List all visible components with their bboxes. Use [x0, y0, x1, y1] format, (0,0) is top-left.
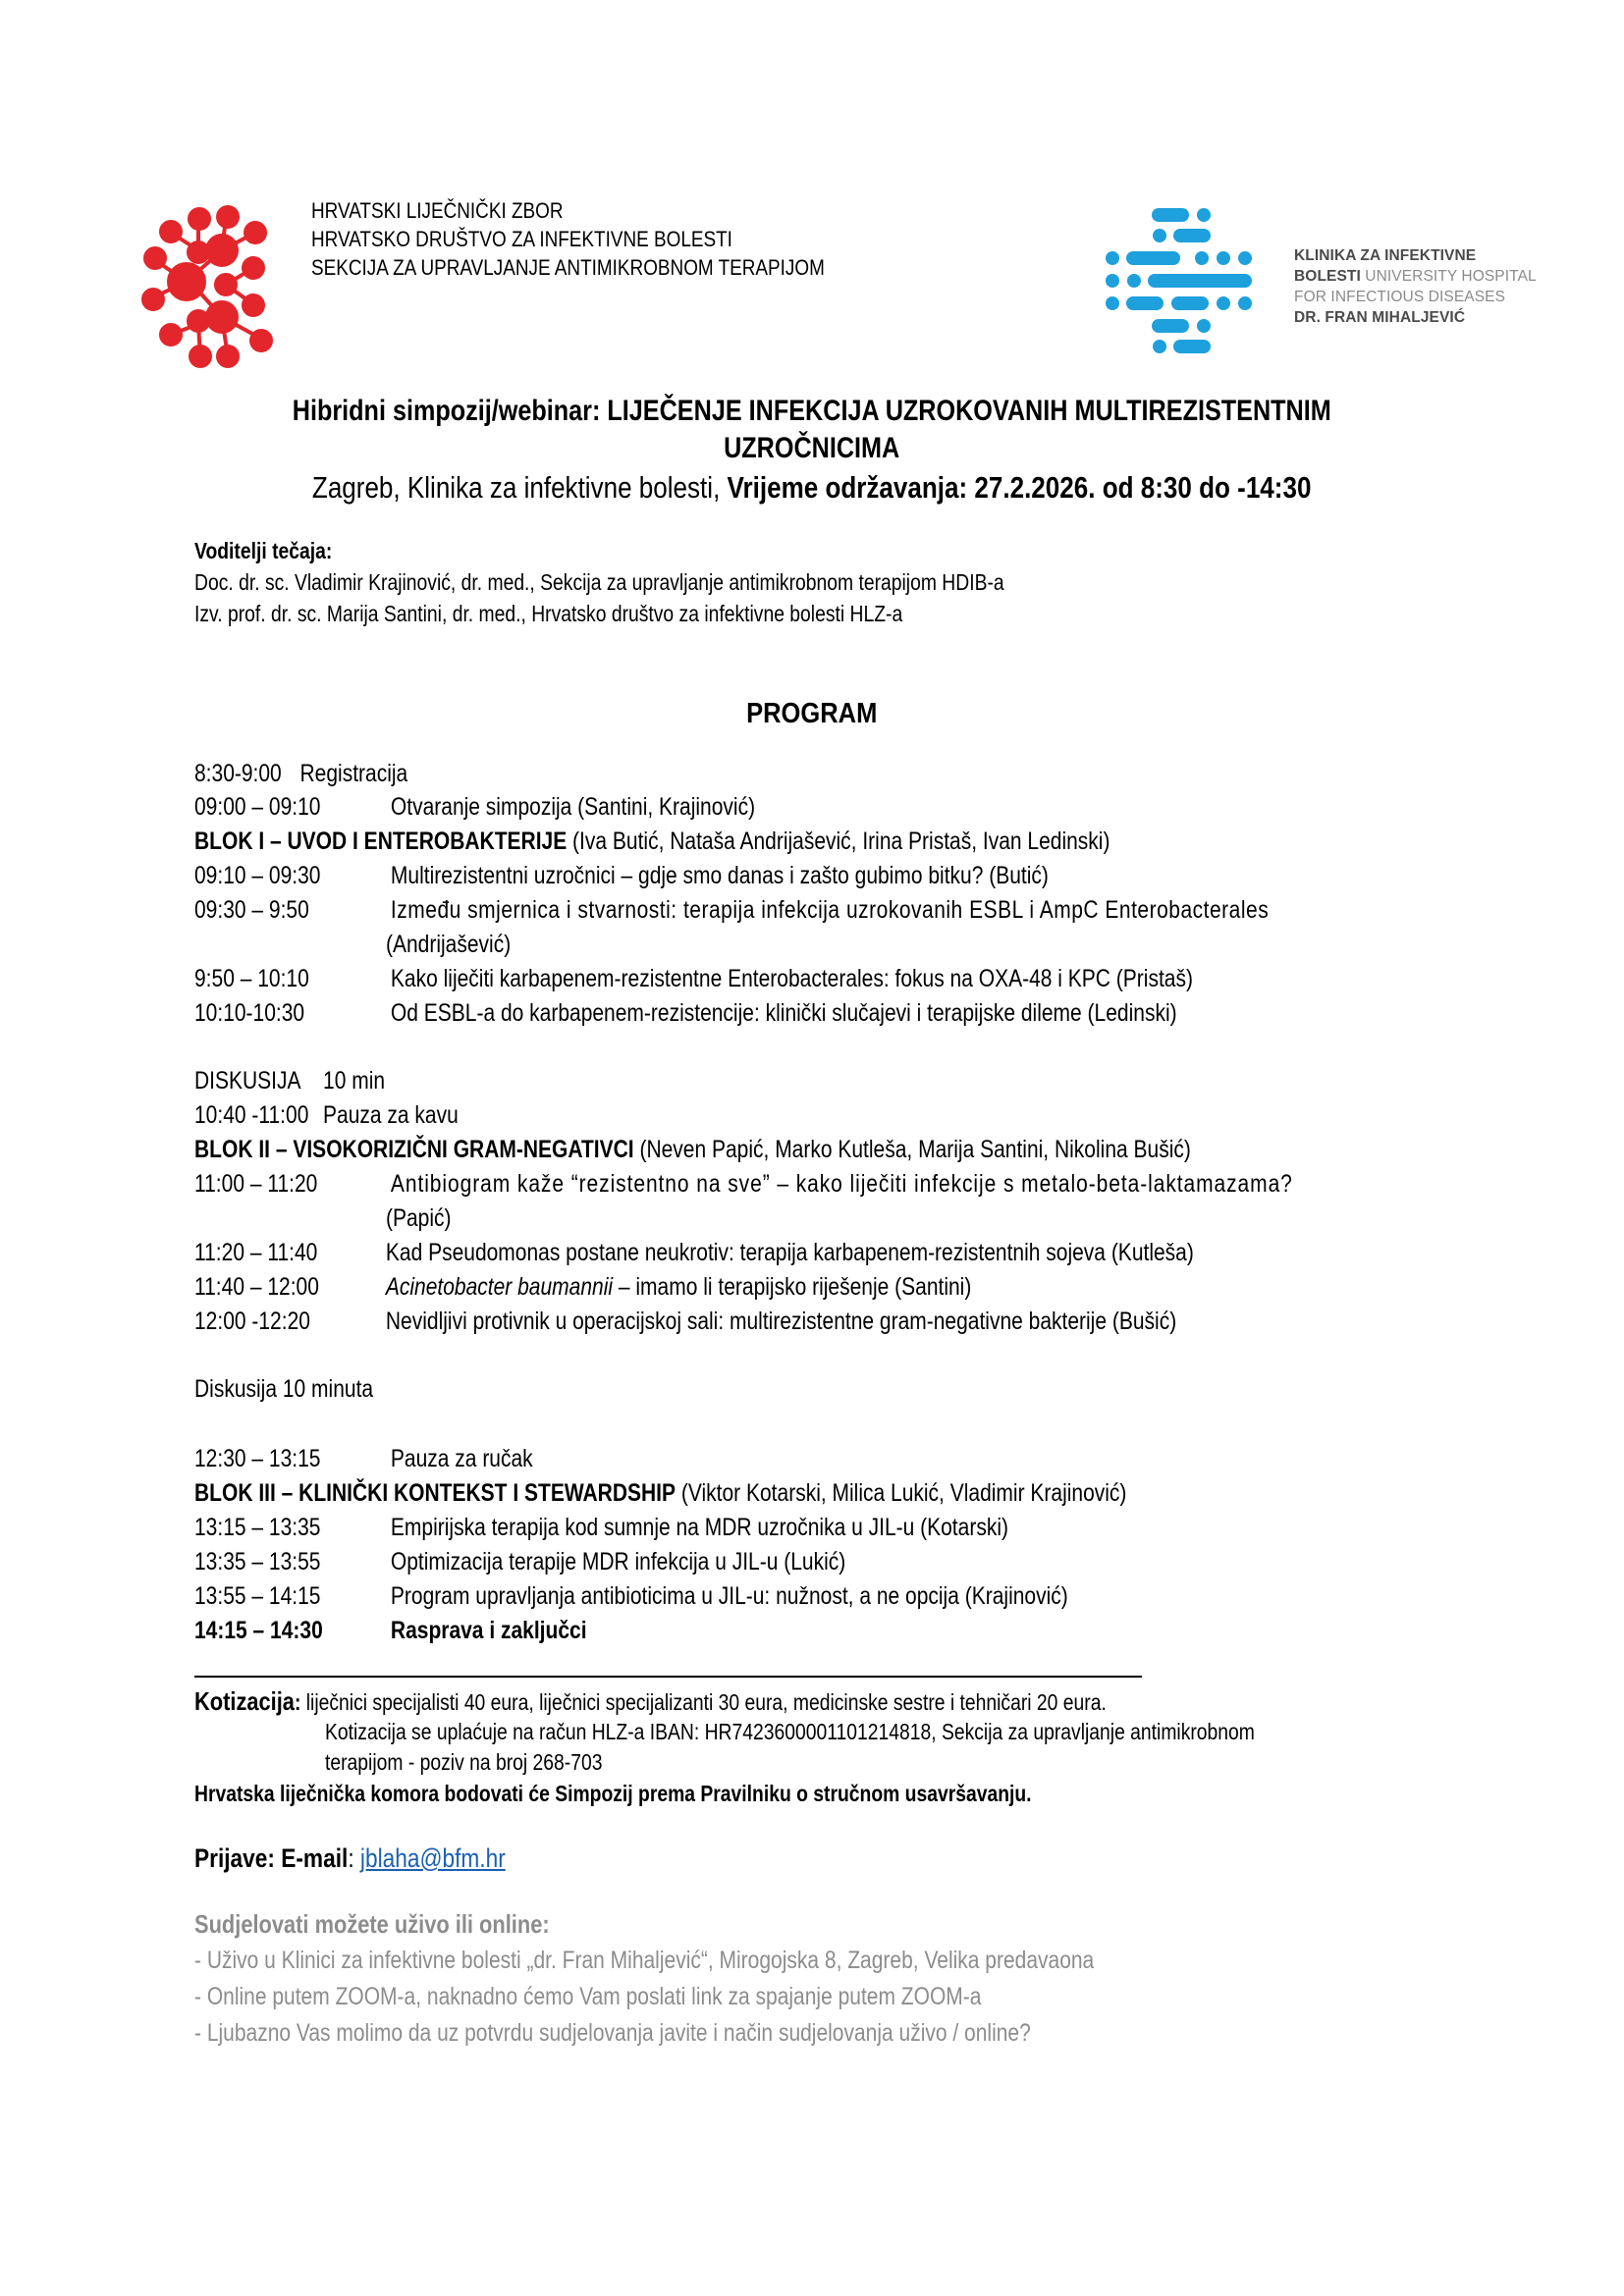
- row-title-continuation: (Papić): [386, 1204, 452, 1232]
- organization-lines: [311, 196, 908, 282]
- hospital-name-line-1: KLINIKA ZA INFEKTIVNE: [1294, 247, 1477, 264]
- leader-item: Izv. prof. dr. sc. Marija Santini, dr. med., Hrvatsko društvo za infektivne bolesti HLZ-a: [194, 601, 903, 626]
- participation-item: - Online putem ZOOM-a, naknadno ćemo Vam poslati link za spajanje putem ZOOM-a: [194, 1983, 982, 2010]
- program-row: [194, 1308, 1176, 1336]
- fees-payment-line-2: terapijom - poziv na broj 268-703: [325, 1749, 603, 1775]
- horizontal-divider: [194, 1676, 1142, 1678]
- row-time: 8:30-9:00: [194, 760, 282, 787]
- org-line-1: HRVATSKI LIJEČNIČKI ZBOR: [311, 198, 564, 223]
- program-row: [194, 896, 1269, 925]
- row-time: 10:40 -11:00: [194, 1101, 309, 1129]
- program-row-registration: [194, 760, 407, 788]
- program-row: [194, 1548, 845, 1576]
- event-title-cont: UZROČNICIMA: [724, 432, 900, 464]
- event-datetime: Vrijeme održavanja: 27.2.2026. od 8:30 do -14:30: [727, 470, 1312, 505]
- row-time: 10:10-10:30: [194, 999, 305, 1027]
- registration-colon: :: [348, 1843, 360, 1873]
- row-title: Otvaranje simpozija (Santini, Krajinović): [390, 793, 756, 821]
- hospital-name-line-2-bold: BOLESTI: [1294, 268, 1361, 285]
- block-title: BLOK II – VISOKORIZIČNI GRAM-NEGATIVCI: [194, 1136, 634, 1163]
- row-time: 14:15 – 14:30: [194, 1617, 323, 1644]
- program-row-lunch: [194, 1445, 533, 1473]
- row-time: 09:10 – 09:30: [194, 862, 321, 889]
- row-time: 09:00 – 09:10: [194, 793, 321, 821]
- program-row: [194, 1514, 1008, 1542]
- row-time: 11:40 – 12:00: [194, 1273, 319, 1301]
- block-speakers: (Viktor Kotarski, Milica Lukić, Vladimir Krajinović): [676, 1479, 1127, 1507]
- participation-heading-text: Sudjelovati možete uživo ili online:: [194, 1909, 550, 1939]
- participation-item: - Ljubazno Vas molimo da uz potvrdu sudjelovanja javite i način sudjelovanja uživo / online?: [194, 2019, 1031, 2047]
- row-duration: 10 min: [323, 1067, 386, 1095]
- row-title: Pauza za kavu: [323, 1101, 459, 1129]
- row-time: 11:00 – 11:20: [194, 1170, 318, 1198]
- discussion-row-2: Diskusija 10 minuta: [194, 1375, 374, 1403]
- program-row: [194, 1582, 1068, 1611]
- org-line-2: HRVATSKO DRUŠTVO ZA INFEKTIVNE BOLESTI: [311, 227, 732, 251]
- row-title: – imamo li terapijsko riješenje (Santini): [613, 1273, 972, 1301]
- hospital-name-line-4: DR. FRAN MIHALJEVIĆ: [1294, 309, 1466, 326]
- event-type: Hibridni simpozij/webinar:: [292, 395, 608, 427]
- block-3-header: [194, 1479, 1126, 1508]
- program-row: [194, 1239, 1194, 1267]
- block-speakers: (Iva Butić, Nataša Andrijašević, Irina Pristaš, Ivan Ledinski): [567, 828, 1110, 855]
- org-line-3: SEKCIJA ZA UPRAVLJANJE ANTIMIKROBNOM TERAPIJOM: [311, 255, 825, 280]
- row-time: 11:20 – 11:40: [194, 1239, 318, 1266]
- row-title: Antibiogram kaže “rezistentno na sve” – kako liječiti infekcije s metalo-beta-laktamazama?: [390, 1170, 1293, 1198]
- event-location: Zagreb, Klinika za infektivne bolesti,: [312, 470, 728, 505]
- row-time: 09:30 – 9:50: [194, 896, 309, 924]
- leaders-heading: [194, 538, 332, 564]
- registration-line: [194, 1843, 506, 1874]
- row-title: Kad Pseudomonas postane neukrotiv: terapija karbapenem-rezistentnih sojeva (Kutleša): [385, 1239, 1194, 1266]
- program-row-closing: [194, 1617, 587, 1645]
- block-title: BLOK I – UVOD I ENTEROBAKTERIJE: [194, 828, 568, 855]
- program-row: [194, 999, 1177, 1028]
- row-title: Pauza za ručak: [390, 1445, 533, 1472]
- hospital-cross-logo-icon: [1105, 204, 1262, 356]
- event-title-line-1: [0, 395, 1624, 428]
- row-title: Od ESBL-a do karbapenem-rezistencije: klinički slučajevi i terapijske dileme (Ledinski): [390, 999, 1177, 1027]
- program-row: [194, 965, 1193, 993]
- block-speakers: (Neven Papić, Marko Kutleša, Marija Santini, Nikolina Bušić): [633, 1136, 1191, 1163]
- event-location-time: [0, 470, 1624, 506]
- row-title: Rasprava i zaključci: [390, 1617, 587, 1644]
- row-title: Program upravljanja antibioticima u JIL-u: nužnost, a ne opcija (Krajinović): [390, 1582, 1068, 1610]
- program-row: [194, 862, 1049, 890]
- program-row: [194, 1170, 1293, 1199]
- accreditation-text: Hrvatska liječnička komora bodovati će Simpozij prema Pravilniku o stručnom usavršavanju.: [194, 1781, 1032, 1806]
- discussion-row-1: [194, 1067, 385, 1095]
- program-heading-text: PROGRAM: [746, 698, 878, 729]
- row-time: 12:00 -12:20: [194, 1308, 310, 1335]
- participation-item: - Uživo u Klinici za infektivne bolesti „dr. Fran Mihaljević“, Mirogojska 8, Zagreb, Velika predavaona: [194, 1947, 1095, 1974]
- row-time: 13:35 – 13:55: [194, 1548, 321, 1575]
- program-row: [194, 1273, 971, 1302]
- row-title: Između smjernica i stvarnosti: terapija infekcija uzrokovanih ESBL i AmpC Enterobacterales: [390, 896, 1270, 924]
- fees-line: [194, 1686, 1107, 1717]
- program-row-coffee: [194, 1101, 459, 1130]
- event-title-main: LIJEČENJE INFEKCIJA UZROKOVANIH MULTIREZISTENTNIM: [607, 395, 1331, 427]
- row-time: 13:55 – 14:15: [194, 1582, 321, 1610]
- leader-item: Doc. dr. sc. Vladimir Krajinović, dr. med., Sekcija za upravljanje antimikrobnom terapijom HDIB-a: [194, 569, 1004, 595]
- leaders-heading-text: Voditelji tečaja:: [194, 538, 333, 563]
- row-title: Multirezistentni uzročnici – gdje smo danas i zašto gubimo bitku? (Butić): [390, 862, 1049, 889]
- hlz-molecule-logo-icon: [137, 201, 275, 370]
- hospital-name-line-2-light: UNIVERSITY HOSPITAL: [1360, 268, 1537, 285]
- registration-email-link[interactable]: jblaha@bfm.hr: [359, 1843, 506, 1873]
- row-title-continuation: (Andrijašević): [386, 931, 512, 958]
- row-title: Registracija: [299, 760, 408, 787]
- row-title: Optimizacija terapije MDR infekcija u JIL-u (Lukić): [390, 1548, 846, 1575]
- fees-colon: :: [294, 1689, 301, 1715]
- accreditation-note: [194, 1781, 1032, 1807]
- participation-heading: [194, 1909, 550, 1940]
- row-time: 13:15 – 13:35: [194, 1514, 321, 1541]
- row-title: Nevidljivi protivnik u operacijskoj sali: multirezistentne gram-negativne bakterije (Bušić): [385, 1308, 1177, 1335]
- row-label: DISKUSIJA: [194, 1067, 301, 1095]
- block-title: BLOK III – KLINIČKI KONTEKST I STEWARDSHIP: [194, 1479, 677, 1507]
- row-title: Kako liječiti karbapenem-rezistentne Enterobacterales: fokus na OXA-48 i KPC (Pristaš): [390, 965, 1193, 992]
- row-time: 9:50 – 10:10: [194, 965, 309, 992]
- hospital-name-line-3: FOR INFECTIOUS DISEASES: [1294, 289, 1506, 305]
- fees-payment-line-1: Kotizacija se uplaćuje na račun HLZ-a IBAN: HR7423600001101214818, Sekcija za upravljanje antimikrobnom: [325, 1719, 1255, 1744]
- row-title-italic: Acinetobacter baumannii: [385, 1273, 614, 1301]
- block-2-header: [194, 1136, 1191, 1164]
- event-title-line-2: [0, 432, 1624, 465]
- row-title: Empirijska terapija kod sumnje na MDR uzročnika u JIL-u (Kotarski): [390, 1514, 1008, 1541]
- hospital-logo-text: [1294, 245, 1537, 328]
- program-heading: [0, 698, 1624, 730]
- row-time: 12:30 – 13:15: [194, 1445, 321, 1472]
- registration-label: Prijave: E-mail: [194, 1843, 349, 1873]
- fees-text: liječnici specijalisti 40 eura, liječnici specijalizanti 30 eura, medicinske sestre i tehničari 20 eura.: [300, 1689, 1107, 1715]
- fees-label: Kotizacija: [194, 1686, 295, 1716]
- program-row-opening: [194, 793, 755, 822]
- block-1-header: [194, 828, 1110, 856]
